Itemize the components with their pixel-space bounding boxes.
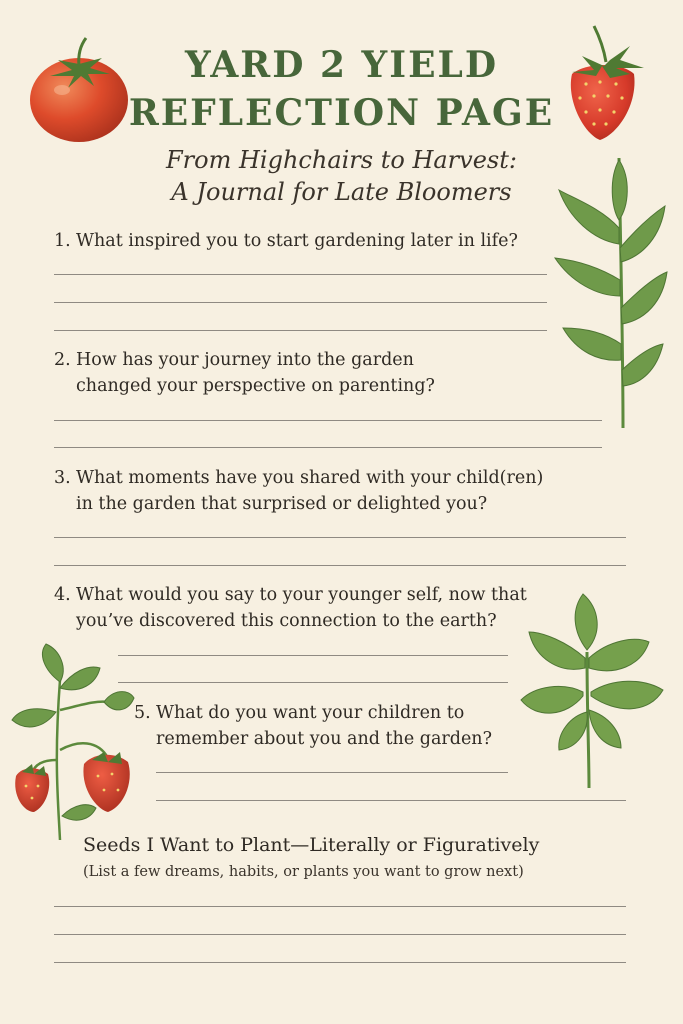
answer-line-5a[interactable] xyxy=(156,772,508,773)
basil-sprig-icon xyxy=(517,592,667,790)
subtitle-line-1: From Highchairs to Harvest: xyxy=(166,146,517,174)
answer-line-2a[interactable] xyxy=(54,420,602,421)
question-2 xyxy=(54,347,435,399)
page-title-line-1: YARD 2 YIELD xyxy=(184,44,499,86)
strawberry-icon xyxy=(560,22,652,144)
answer-line-2b[interactable] xyxy=(54,447,602,448)
question-3-text-line-1: What moments have you shared with your child(ren) xyxy=(76,468,544,488)
question-1-number: 1. xyxy=(54,231,71,251)
question-1 xyxy=(54,228,518,254)
seeds-section-note: (List a few dreams, habits, or plants you want to grow next) xyxy=(83,864,524,880)
question-5 xyxy=(134,700,492,752)
question-4 xyxy=(54,582,527,634)
question-3 xyxy=(54,465,543,517)
answer-line-5b[interactable] xyxy=(156,800,626,801)
question-2-number: 2. xyxy=(54,350,71,370)
question-3-number: 3. xyxy=(54,468,71,488)
seeds-line-1[interactable] xyxy=(54,906,626,907)
answer-line-3a[interactable] xyxy=(54,537,626,538)
seeds-section-title: Seeds I Want to Plant—Literally or Figuratively xyxy=(83,834,540,856)
answer-line-1c[interactable] xyxy=(54,330,547,331)
answer-line-3b[interactable] xyxy=(54,565,626,566)
leafy-sprig-icon xyxy=(553,148,668,433)
question-3-text-line-2: in the garden that surprised or delighted you? xyxy=(76,494,488,514)
question-1-text: What inspired you to start gardening later in life? xyxy=(76,231,518,251)
question-2-text-line-1: How has your journey into the garden xyxy=(76,350,414,370)
question-5-number: 5. xyxy=(134,703,151,723)
seeds-line-3[interactable] xyxy=(54,962,626,963)
question-2-text-line-2: changed your perspective on parenting? xyxy=(76,376,435,396)
answer-line-1a[interactable] xyxy=(54,274,547,275)
question-5-text-line-2: remember about you and the garden? xyxy=(156,729,492,749)
question-4-text-line-2: you’ve discovered this connection to the earth? xyxy=(76,611,497,631)
question-4-number: 4. xyxy=(54,585,71,605)
tomato-icon xyxy=(28,30,134,146)
answer-line-4b[interactable] xyxy=(118,682,508,683)
question-4-text-line-1: What would you say to your younger self, now that xyxy=(76,585,527,605)
seeds-line-2[interactable] xyxy=(54,934,626,935)
subtitle-line-2: A Journal for Late Bloomers xyxy=(171,178,512,206)
strawberry-plant-icon xyxy=(8,640,138,845)
answer-line-1b[interactable] xyxy=(54,302,547,303)
page-title-line-2: REFLECTION PAGE xyxy=(128,92,555,134)
question-5-text-line-1: What do you want your children to xyxy=(156,703,465,723)
answer-line-4a[interactable] xyxy=(118,655,508,656)
